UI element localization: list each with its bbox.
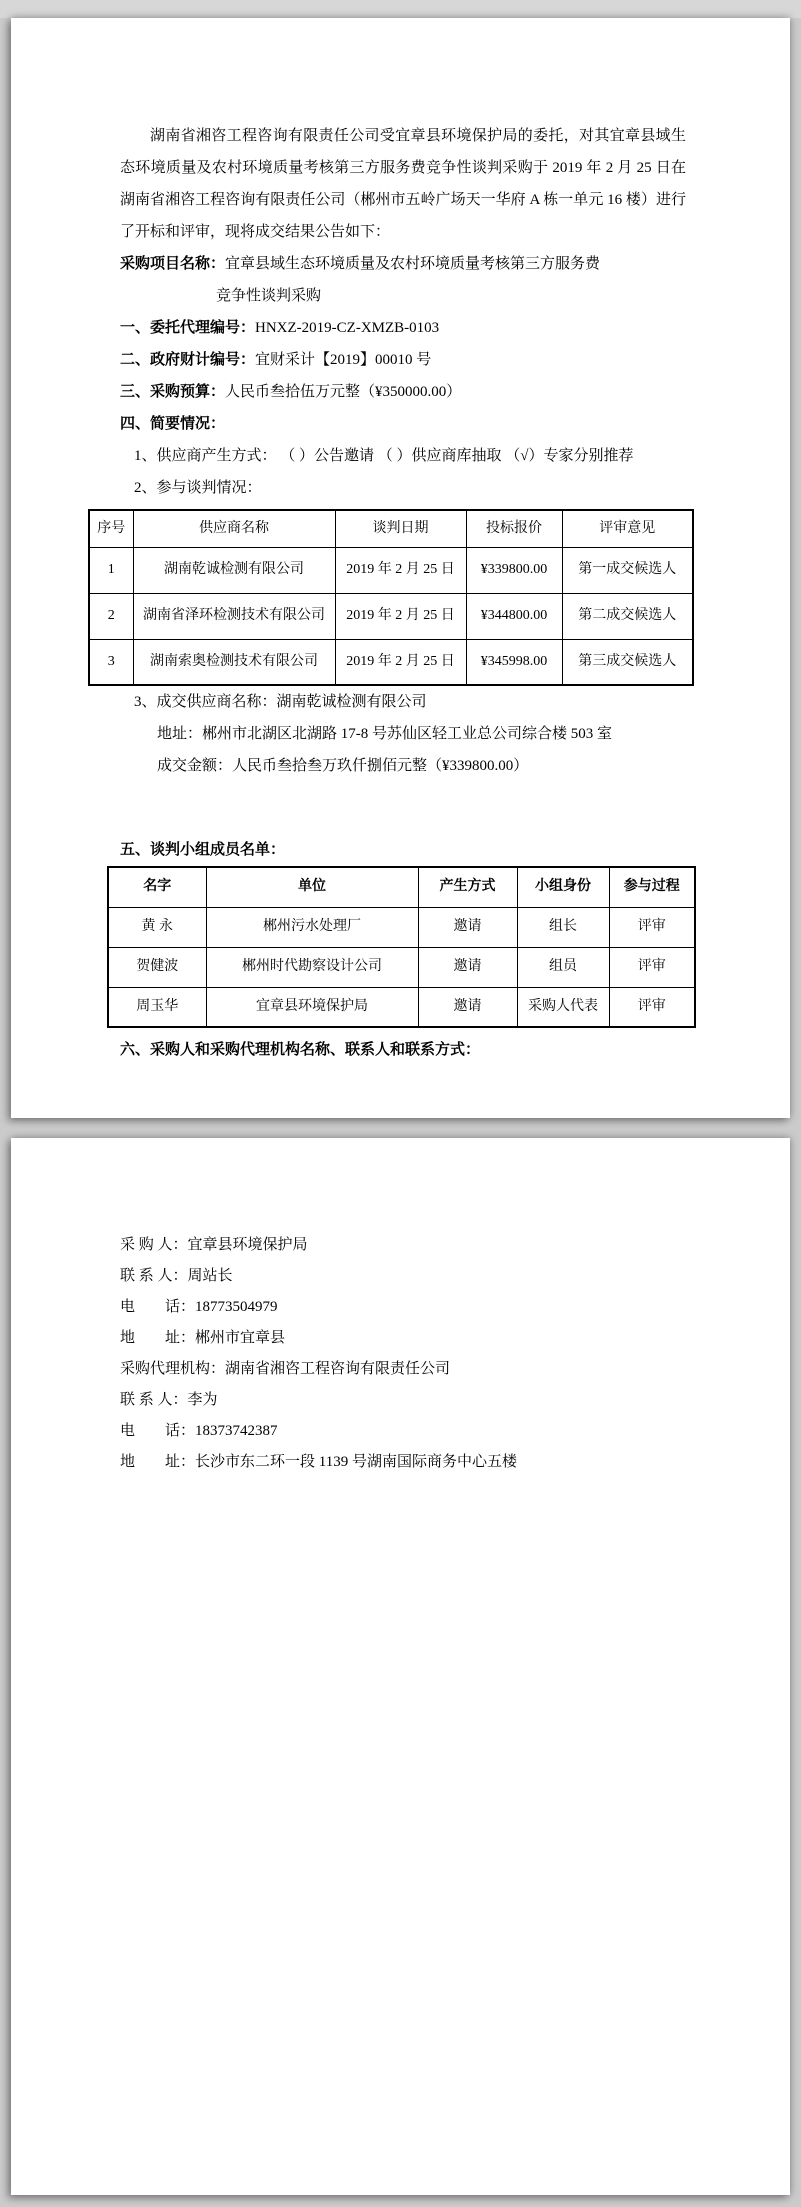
table-cell: 评审 <box>609 907 695 947</box>
buyer-line: 采 购 人：宜章县环境保护局 <box>120 1237 308 1253</box>
bids-header-supplier: 供应商名称 <box>133 510 335 547</box>
panel-header-name: 名字 <box>108 867 206 907</box>
viewer-background-strip <box>0 0 801 18</box>
table-cell: ¥345998.00 <box>466 639 562 685</box>
panel-header-method: 产生方式 <box>418 867 517 907</box>
agency-number-label: 一、委托代理编号： <box>120 320 256 336</box>
table-cell: ¥339800.00 <box>466 547 562 593</box>
panel-section-heading: 五、谈判小组成员名单： <box>120 842 286 858</box>
winner-line: 3、成交供应商名称：湖南乾诚检测有限公司 <box>134 694 427 710</box>
bids-table-header-row <box>89 510 693 547</box>
page-1 <box>11 18 790 1118</box>
winner-address-line: 地址：郴州市北湖区北湖路 17-8 号苏仙区轻工业总公司综合楼 503 室 <box>157 726 612 742</box>
table-cell: 采购人代表 <box>517 987 609 1027</box>
table-cell: 郴州污水处理厂 <box>206 907 418 947</box>
gov-number-line <box>120 344 686 376</box>
table-cell: 2019 年 2 月 25 日 <box>335 547 466 593</box>
table-cell: 湖南索奥检测技术有限公司 <box>133 639 335 685</box>
supplier-source-line: 1、供应商产生方式： （ ）公告邀请 （ ）供应商库抽取 （√）专家分别推荐 <box>134 448 634 464</box>
intro-paragraph: 湖南省湘咨工程咨询有限责任公司受宜章县环境保护局的委托，对其宜章县域生态环境质量及农村环境质量考核第三方服务费竞争性谈判采购于 2019 年 2 月 25 日在湖南省湘咨工程咨询有限责任公司（郴州市五岭广场天一华府 A 栋一单元 16 楼）进行了开标和评审，现将成交结果公告如下： <box>120 128 686 240</box>
table-cell: 1 <box>89 547 133 593</box>
agency-address-line: 地 址：长沙市东二环一段 1139 号湖南国际商务中心五楼 <box>120 1454 517 1470</box>
table-cell: 评审 <box>609 947 695 987</box>
negotiation-bids-table <box>88 509 694 686</box>
table-cell: 第二成交候选人 <box>562 593 693 639</box>
project-name-value-line2: 竞争性谈判采购 <box>216 288 322 304</box>
bids-header-date: 谈判日期 <box>335 510 466 547</box>
bids-header-price: 投标报价 <box>466 510 562 547</box>
table-cell: 第一成交候选人 <box>562 547 693 593</box>
contact-section-heading: 六、采购人和采购代理机构名称、联系人和联系方式： <box>120 1042 481 1058</box>
gov-number-label: 二、政府财计编号： <box>120 352 256 368</box>
table-cell: 邀请 <box>418 947 517 987</box>
panel-table-row-1 <box>108 907 695 947</box>
panel-table-row-3 <box>108 987 695 1027</box>
panel-header-process: 参与过程 <box>609 867 695 907</box>
table-cell: 邀请 <box>418 907 517 947</box>
buyer-phone-line: 电 话：18773504979 <box>120 1299 278 1315</box>
table-cell: 湖南省泽环检测技术有限公司 <box>133 593 335 639</box>
page-1-content <box>97 18 686 1066</box>
participation-line: 2、参与谈判情况： <box>134 480 262 496</box>
table-cell: ¥344800.00 <box>466 593 562 639</box>
panel-table-row-2 <box>108 947 695 987</box>
table-cell: 3 <box>89 639 133 685</box>
agency-line: 采购代理机构：湖南省湘咨工程咨询有限责任公司 <box>120 1361 451 1377</box>
bids-table-row-1 <box>89 547 693 593</box>
page-2-content <box>120 1138 720 1478</box>
budget-value: 人民币叁拾伍万元整（¥350000.00） <box>225 384 462 400</box>
budget-label: 三、采购预算： <box>120 384 226 400</box>
buyer-address-line: 地 址：郴州市宜章县 <box>120 1330 286 1346</box>
brief-section-heading: 四、简要情况： <box>120 416 226 432</box>
table-cell: 第三成交候选人 <box>562 639 693 685</box>
project-name-label: 采购项目名称： <box>120 256 226 272</box>
table-cell: 湖南乾诚检测有限公司 <box>133 547 335 593</box>
winner-amount-line: 成交金额：人民币叁拾叁万玖仟捌佰元整（¥339800.00） <box>157 758 529 774</box>
agency-number-value: HNXZ-2019-CZ-XMZB-0103 <box>255 320 440 336</box>
page-2 <box>11 1138 790 2195</box>
table-cell: 宜章县环境保护局 <box>206 987 418 1027</box>
bids-header-index: 序号 <box>89 510 133 547</box>
budget-line <box>120 376 686 408</box>
agency-number-line <box>120 312 686 344</box>
buyer-contact-line: 联 系 人：周站长 <box>120 1268 233 1284</box>
table-cell: 郴州时代勘察设计公司 <box>206 947 418 987</box>
bids-table-row-3 <box>89 639 693 685</box>
table-cell: 组长 <box>517 907 609 947</box>
table-cell: 评审 <box>609 987 695 1027</box>
gov-number-value: 宜财采计【2019】00010 号 <box>255 352 432 368</box>
table-cell: 2019 年 2 月 25 日 <box>335 593 466 639</box>
bids-table-row-2 <box>89 593 693 639</box>
table-cell: 黄 永 <box>108 907 206 947</box>
panel-header-org: 单位 <box>206 867 418 907</box>
panel-header-role: 小组身份 <box>517 867 609 907</box>
agency-contact-line: 联 系 人：李为 <box>120 1392 218 1408</box>
bids-header-opinion: 评审意见 <box>562 510 693 547</box>
agency-phone-line: 电 话：18373742387 <box>120 1423 278 1439</box>
table-cell: 组员 <box>517 947 609 987</box>
table-cell: 贺健波 <box>108 947 206 987</box>
table-cell: 邀请 <box>418 987 517 1027</box>
panel-table-header-row <box>108 867 695 907</box>
table-cell: 周玉华 <box>108 987 206 1027</box>
table-cell: 2 <box>89 593 133 639</box>
project-name-line <box>120 248 686 280</box>
table-cell: 2019 年 2 月 25 日 <box>335 639 466 685</box>
negotiation-panel-table <box>107 866 696 1028</box>
project-name-value: 宜章县域生态环境质量及农村环境质量考核第三方服务费 <box>225 256 601 272</box>
